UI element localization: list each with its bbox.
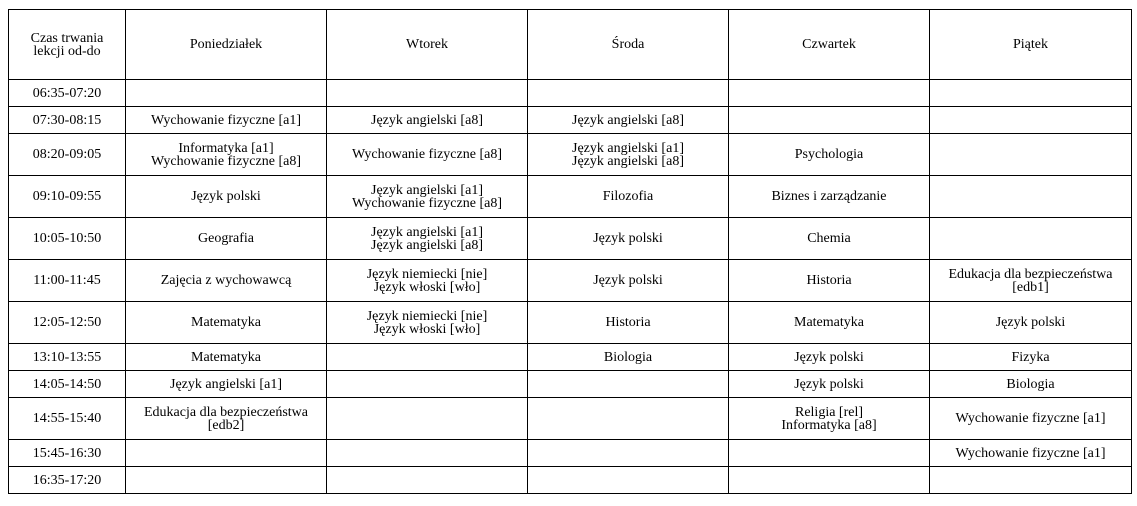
lesson-text: Biznes i zarządzanie (771, 189, 887, 204)
lesson-time-cell: 07:30-08:15 (9, 107, 126, 134)
lesson-text: Filozofia (602, 189, 654, 204)
lesson-cell-tuesday (327, 302, 528, 344)
lesson-cell-wednesday (528, 440, 729, 467)
lesson-text: Język polski (794, 349, 864, 365)
table-row (9, 260, 1132, 302)
lesson-text: Psychologia (794, 147, 864, 162)
lesson-text: Wychowanie fizyczne [a8] (151, 153, 301, 169)
table-row (9, 467, 1132, 494)
lesson-time-cell: 14:55-15:40 (9, 398, 126, 440)
lesson-cell-monday (126, 440, 327, 467)
lesson-cell-friday (930, 440, 1132, 467)
lesson-cell-monday (126, 344, 327, 371)
lesson-cell-thursday (729, 371, 930, 398)
lesson-cell-thursday (729, 440, 930, 467)
lesson-cell-monday (126, 302, 327, 344)
lesson-cell-wednesday (528, 344, 729, 371)
lesson-cell-wednesday (528, 80, 729, 107)
lesson-text: Wychowanie fizyczne [a1] (955, 445, 1106, 461)
lesson-cell-wednesday (528, 176, 729, 218)
lesson-cell-tuesday (327, 344, 528, 371)
lesson-text: Język angielski [a8] (572, 112, 684, 128)
table-row (9, 398, 1132, 440)
lesson-text: Biologia (603, 349, 653, 365)
table-row (9, 344, 1132, 371)
lesson-cell-wednesday (528, 371, 729, 398)
lesson-cell-friday (930, 371, 1132, 398)
lesson-text: Edukacja dla bezpieczeństwa (948, 266, 1113, 282)
lesson-cell-tuesday (327, 260, 528, 302)
lesson-text: Wychowanie fizyczne [a8] (352, 147, 502, 162)
table-row (9, 440, 1132, 467)
lesson-cell-thursday (729, 218, 930, 260)
day-header-monday: Poniedziałek (126, 10, 327, 80)
lesson-text: Informatyka [a1] (178, 140, 274, 156)
lesson-text: Język angielski [a1] (371, 224, 483, 240)
lesson-cell-friday (930, 218, 1132, 260)
lesson-text: Zajęcia z wychowawcą (160, 273, 292, 288)
lesson-text: Język angielski [a8] (572, 153, 684, 169)
lesson-cell-thursday (729, 344, 930, 371)
lesson-cell-wednesday (528, 134, 729, 176)
lesson-cell-friday (930, 134, 1132, 176)
table-row (9, 176, 1132, 218)
lesson-text: Język polski (593, 231, 663, 246)
lesson-text: Język angielski [a1] (170, 376, 282, 392)
lesson-cell-friday (930, 107, 1132, 134)
lesson-text: Język angielski [a8] (371, 237, 483, 253)
lesson-cell-tuesday (327, 467, 528, 494)
lesson-cell-friday (930, 302, 1132, 344)
time-header-line-1: Czas trwania (30, 30, 104, 46)
day-header-friday: Piątek (930, 10, 1132, 80)
table-row (9, 218, 1132, 260)
lesson-cell-monday (126, 134, 327, 176)
lesson-time-cell: 10:05-10:50 (9, 218, 126, 260)
lesson-cell-thursday (729, 107, 930, 134)
lesson-cell-monday (126, 371, 327, 398)
lesson-time-cell: 15:45-16:30 (9, 440, 126, 467)
lesson-cell-thursday (729, 302, 930, 344)
lesson-cell-thursday (729, 398, 930, 440)
lesson-text: Język angielski [a1] (572, 140, 684, 156)
lesson-text: Fizyka (1011, 349, 1050, 365)
lesson-time-cell: 13:10-13:55 (9, 344, 126, 371)
day-header-tuesday: Wtorek (327, 10, 528, 80)
lesson-time-cell: 11:00-11:45 (9, 260, 126, 302)
lesson-time-cell: 06:35-07:20 (9, 80, 126, 107)
lesson-cell-wednesday (528, 398, 729, 440)
lesson-text: Informatyka [a8] (781, 417, 877, 433)
lesson-text: Język włoski [wło] (373, 279, 481, 295)
time-column-header (9, 10, 126, 80)
lesson-text: Język polski (191, 189, 261, 204)
lesson-text: Język niemiecki [nie] (366, 266, 488, 282)
lesson-cell-friday (930, 80, 1132, 107)
lesson-time-cell: 09:10-09:55 (9, 176, 126, 218)
lesson-cell-tuesday (327, 440, 528, 467)
lesson-cell-monday (126, 80, 327, 107)
lesson-cell-monday (126, 176, 327, 218)
lesson-text: Religia [rel] (794, 404, 864, 420)
lesson-text: Biologia (1006, 376, 1055, 392)
lesson-cell-monday (126, 398, 327, 440)
lesson-cell-friday (930, 176, 1132, 218)
lesson-cell-friday (930, 467, 1132, 494)
lesson-text: Wychowanie fizyczne [a1] (151, 112, 301, 128)
lesson-cell-tuesday (327, 176, 528, 218)
lesson-text: Matematyka (191, 315, 261, 330)
lesson-cell-thursday (729, 260, 930, 302)
lesson-text: Język polski (794, 376, 864, 392)
lesson-cell-monday (126, 260, 327, 302)
lesson-cell-wednesday (528, 467, 729, 494)
time-header-line-2: lekcji od-do (33, 43, 101, 59)
lesson-time-cell: 08:20-09:05 (9, 134, 126, 176)
lesson-text: Język polski (995, 315, 1066, 330)
lesson-time-cell: 16:35-17:20 (9, 467, 126, 494)
lesson-text: Język włoski [wło] (373, 321, 481, 337)
lesson-cell-tuesday (327, 80, 528, 107)
lesson-text: Matematyka (191, 349, 261, 365)
lesson-text: [edb1] (1012, 279, 1049, 295)
lesson-text: Historia (806, 273, 852, 288)
lesson-cell-friday (930, 260, 1132, 302)
lesson-cell-tuesday (327, 371, 528, 398)
lesson-cell-monday (126, 467, 327, 494)
table-row (9, 371, 1132, 398)
lesson-cell-wednesday (528, 302, 729, 344)
lesson-cell-thursday (729, 176, 930, 218)
lesson-cell-tuesday (327, 218, 528, 260)
lesson-text: Język polski (593, 273, 663, 288)
table-row (9, 107, 1132, 134)
lesson-time-cell: 12:05-12:50 (9, 302, 126, 344)
lesson-cell-friday (930, 398, 1132, 440)
day-header-wednesday: Środa (528, 10, 729, 80)
lesson-cell-tuesday (327, 398, 528, 440)
lesson-cell-monday (126, 218, 327, 260)
lesson-cell-friday (930, 344, 1132, 371)
lesson-time-cell: 14:05-14:50 (9, 371, 126, 398)
lesson-cell-thursday (729, 80, 930, 107)
lesson-text: Wychowanie fizyczne [a1] (955, 411, 1106, 426)
lesson-cell-thursday (729, 134, 930, 176)
lesson-cell-wednesday (528, 260, 729, 302)
table-row (9, 134, 1132, 176)
lesson-text: Geografia (198, 231, 254, 246)
table-row (9, 302, 1132, 344)
lesson-text: Język angielski [a1] (371, 182, 483, 198)
lesson-cell-wednesday (528, 107, 729, 134)
header-row (9, 10, 1132, 80)
lesson-cell-tuesday (327, 134, 528, 176)
lesson-text: Język niemiecki [nie] (366, 308, 488, 324)
lesson-cell-wednesday (528, 218, 729, 260)
lesson-text: Historia (605, 315, 651, 330)
lesson-text: Chemia (807, 231, 851, 246)
lesson-text: Język angielski [a8] (371, 112, 483, 128)
lesson-cell-tuesday (327, 107, 528, 134)
lesson-text: [edb2] (207, 417, 245, 433)
lesson-text: Wychowanie fizyczne [a8] (352, 195, 502, 211)
lesson-cell-monday (126, 107, 327, 134)
day-header-thursday: Czwartek (729, 10, 930, 80)
timetable (8, 9, 1132, 494)
table-row (9, 80, 1132, 107)
lesson-text: Edukacja dla bezpieczeństwa (143, 404, 309, 420)
lesson-text: Matematyka (794, 315, 864, 330)
lesson-cell-thursday (729, 467, 930, 494)
timetable-body (9, 80, 1132, 494)
